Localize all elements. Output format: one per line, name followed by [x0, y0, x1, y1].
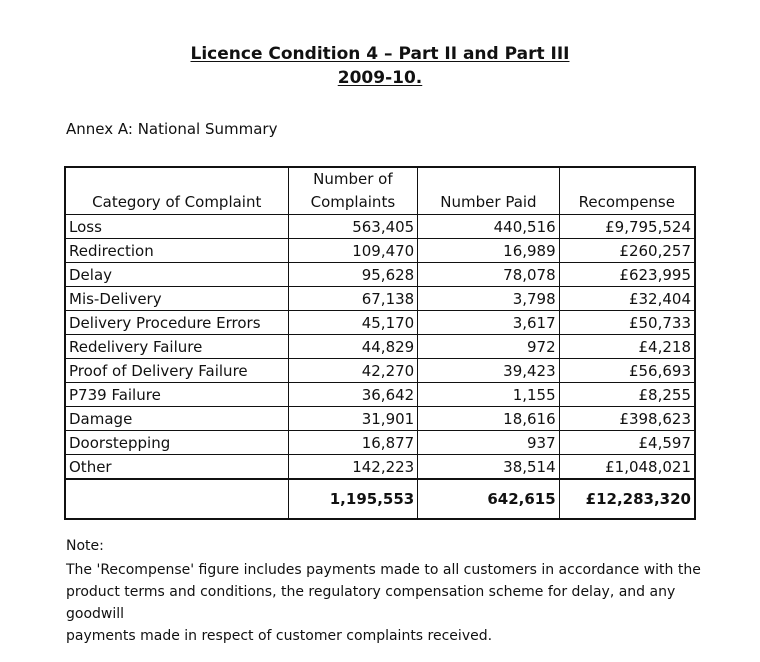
table-row [65, 311, 695, 335]
document-title [0, 42, 760, 90]
header-complaints-line-2: Complaints [310, 193, 396, 211]
row-recompense: £8,255 [559, 383, 695, 407]
row-category: Proof of Delivery Failure [65, 359, 288, 383]
table-row [65, 287, 695, 311]
row-complaints: 109,470 [288, 239, 418, 263]
row-paid: 1,155 [418, 383, 559, 407]
total-paid: 642,615 [418, 479, 559, 519]
row-recompense: £4,597 [559, 431, 695, 455]
row-category: Delay [65, 263, 288, 287]
row-category: Damage [65, 407, 288, 431]
row-category: Mis-Delivery [65, 287, 288, 311]
row-complaints: 42,270 [288, 359, 418, 383]
row-paid: 440,516 [418, 215, 559, 239]
row-recompense: £32,404 [559, 287, 695, 311]
table-row [65, 215, 695, 239]
row-recompense: £9,795,524 [559, 215, 695, 239]
row-recompense: £398,623 [559, 407, 695, 431]
annex-subtitle: Annex A: National Summary [66, 120, 278, 138]
header-category: Category of Complaint [65, 167, 288, 215]
title-line-2: 2009-10. [337, 68, 423, 88]
row-recompense: £4,218 [559, 335, 695, 359]
row-recompense: £260,257 [559, 239, 695, 263]
total-complaints: 1,195,553 [288, 479, 418, 519]
title-line-1: Licence Condition 4 – Part II and Part III [190, 44, 570, 64]
row-complaints: 95,628 [288, 263, 418, 287]
row-complaints: 36,642 [288, 383, 418, 407]
row-paid: 16,989 [418, 239, 559, 263]
row-category: Delivery Procedure Errors [65, 311, 288, 335]
total-row [65, 479, 695, 519]
note-line-1: The 'Recompense' figure includes payments made to all customers in accordance with the [66, 562, 701, 578]
row-category: Other [65, 455, 288, 480]
row-complaints: 45,170 [288, 311, 418, 335]
row-paid: 3,617 [418, 311, 559, 335]
row-complaints: 67,138 [288, 287, 418, 311]
row-paid: 3,798 [418, 287, 559, 311]
header-paid: Number Paid [418, 167, 559, 215]
row-recompense: £1,048,021 [559, 455, 695, 480]
total-label-cell [65, 479, 288, 519]
table-row [65, 431, 695, 455]
row-recompense: £623,995 [559, 263, 695, 287]
row-recompense: £50,733 [559, 311, 695, 335]
table-row [65, 263, 695, 287]
row-complaints: 44,829 [288, 335, 418, 359]
row-paid: 18,616 [418, 407, 559, 431]
footnote [66, 535, 706, 647]
header-complaints [288, 167, 418, 215]
row-complaints: 31,901 [288, 407, 418, 431]
row-paid: 937 [418, 431, 559, 455]
table-row [65, 335, 695, 359]
row-category: Redelivery Failure [65, 335, 288, 359]
row-paid: 78,078 [418, 263, 559, 287]
row-complaints: 563,405 [288, 215, 418, 239]
row-category: Redirection [65, 239, 288, 263]
row-complaints: 142,223 [288, 455, 418, 480]
note-line-2: product terms and conditions, the regulatory compensation scheme for delay, and any goodwill [66, 584, 676, 622]
table-row [65, 239, 695, 263]
row-recompense: £56,693 [559, 359, 695, 383]
header-complaints-line-1: Number of [313, 170, 393, 188]
total-recompense: £12,283,320 [559, 479, 695, 519]
table-header-row [65, 167, 695, 215]
row-category: Doorstepping [65, 431, 288, 455]
table-row [65, 359, 695, 383]
header-recompense: Recompense [559, 167, 695, 215]
row-paid: 38,514 [418, 455, 559, 480]
row-paid: 972 [418, 335, 559, 359]
table-row [65, 383, 695, 407]
national-summary-table [64, 166, 696, 520]
note-line-3: payments made in respect of customer complaints received. [66, 628, 493, 644]
row-paid: 39,423 [418, 359, 559, 383]
note-title: Note: [66, 538, 104, 554]
row-category: P739 Failure [65, 383, 288, 407]
table-row [65, 407, 695, 431]
row-complaints: 16,877 [288, 431, 418, 455]
row-category: Loss [65, 215, 288, 239]
table-row [65, 455, 695, 480]
